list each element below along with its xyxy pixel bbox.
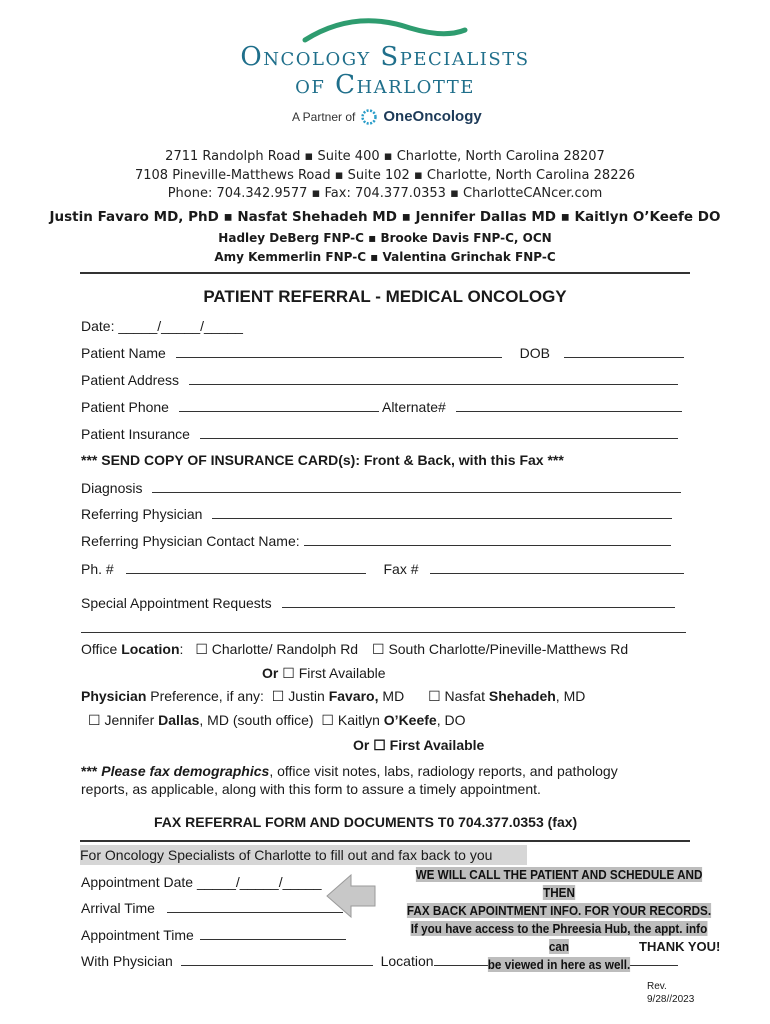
fax-note-bold: Please fax demographics (101, 763, 270, 779)
appointment-time-field[interactable] (200, 927, 346, 940)
special-requests-field-2[interactable] (81, 620, 686, 633)
office-location-label: Office (81, 641, 122, 657)
patient-name-field[interactable] (176, 345, 502, 358)
physician-preference-row-2 (88, 712, 466, 729)
referring-contact-label: Referring Physician Contact Name: (81, 533, 300, 549)
doc-dallas-last: Dallas (158, 712, 200, 728)
logo-name-line2: of Charlotte (295, 70, 475, 100)
partner-name: OneOncology (383, 108, 482, 125)
dob-field[interactable] (564, 345, 684, 358)
referring-physician-row (81, 506, 672, 522)
doc-okeefe-suffix: , DO (436, 712, 466, 728)
revision-info (647, 980, 694, 1006)
partner-badge (292, 108, 482, 125)
referring-physician-field[interactable] (212, 506, 672, 519)
fax-note-rest: , office visit notes, labs, radiology reports, and pathology (269, 763, 618, 779)
patient-address-row (81, 372, 678, 388)
patient-phone-field[interactable] (179, 399, 379, 412)
office-use-banner: For Oncology Specialists of Charlotte to fill out and fax back to you (80, 845, 527, 865)
header-divider (80, 272, 690, 274)
patient-address-label: Patient Address (81, 372, 180, 388)
patient-phone-label: Patient Phone (81, 399, 169, 415)
doc-favaro-last: Favaro, (328, 688, 379, 704)
nurse-practitioners-line-2: Amy Kemmerlin FNP-C ▪ Valentina Grinchak FNP-C (214, 250, 556, 264)
alternate-phone-field[interactable] (456, 399, 682, 412)
physician-first-available[interactable]: Or ☐ First Available (353, 737, 485, 753)
form-title: PATIENT REFERRAL - MEDICAL ONCOLOGY (203, 287, 567, 306)
arrival-time-row (81, 900, 343, 916)
with-physician-label: With Physician (81, 953, 173, 969)
appointment-time-label: Appointment Time (81, 927, 194, 943)
special-requests-line-2 (81, 620, 686, 636)
doc-dallas-suffix: , MD (south office) (199, 712, 314, 728)
dob-label: DOB (519, 345, 550, 361)
special-requests-row (81, 595, 675, 611)
office-divider (80, 840, 690, 842)
fax-note-prefix: *** (81, 763, 102, 779)
diagnosis-row (81, 480, 681, 496)
office-location-row (81, 641, 628, 658)
left-arrow-icon (325, 872, 377, 920)
physicians-line: Justin Favaro MD, PhD ▪ Nasfat Shehadeh MD ▪ Jennifer Dallas MD ▪ Kaitlyn O’Keefe DO (49, 209, 721, 225)
or-label: Or (262, 665, 279, 681)
scheduling-notice (402, 866, 717, 974)
physician-preference-row (81, 688, 585, 705)
location-first-available-row (262, 665, 386, 682)
ph-label: Ph. # (81, 561, 114, 577)
nurse-practitioners-line-1: Hadley DeBerg FNP-C ▪ Brooke Davis FNP-C, OCN (218, 231, 552, 245)
patient-name-row (81, 345, 684, 361)
arrival-time-label: Arrival Time (81, 900, 155, 916)
doc-shehadeh-last: Shehadeh (488, 688, 556, 704)
patient-name-label: Patient Name (81, 345, 166, 361)
notice-line-2: FAX BACK APOINTMENT INFO. FOR YOUR RECORDS. (406, 903, 712, 918)
date-field[interactable]: Date: _____/_____/_____ (81, 318, 243, 334)
address-line-2: 7108 Pineville-Matthews Road ▪ Suite 102 ▪ Charlotte, North Carolina 28226 (134, 168, 636, 183)
phone-fax-row (81, 561, 684, 577)
referring-contact-field[interactable] (304, 533, 671, 546)
fax-demographics-note-line2: reports, as applicable, along with this form to assure a timely appointment. (81, 781, 541, 797)
oneoncology-logo-icon (361, 109, 377, 125)
fax-field[interactable] (430, 561, 684, 574)
doc-dallas-first: Jennifer (104, 712, 159, 728)
special-requests-field[interactable] (282, 595, 675, 608)
appointment-date-field[interactable]: Appointment Date _____/_____/_____ (81, 874, 322, 890)
location-first-available-label: First Available (298, 665, 386, 681)
doc-shehadeh-first: Nasfat (444, 688, 489, 704)
office-location-label-bold: Location (121, 641, 180, 657)
patient-insurance-field[interactable] (200, 426, 678, 439)
location-label: Location (380, 953, 434, 969)
doc-okeefe-last: O’Keefe (383, 712, 437, 728)
special-requests-label: Special Appointment Requests (81, 595, 272, 611)
checkbox-favaro[interactable]: ☐ (271, 688, 285, 704)
notice-line-3: If you have access to the Phreesia Hub, the appt. info can (410, 921, 708, 954)
physician-preference-label: Preference, if any: (146, 688, 264, 704)
arrival-time-field[interactable] (167, 900, 343, 913)
checkbox-charlotte-randolph[interactable]: ☐ (195, 641, 208, 657)
alternate-label: Alternate# (381, 399, 446, 415)
fax-referral-instruction: FAX REFERRAL FORM AND DOCUMENTS T0 704.377.0353 (fax) (154, 814, 578, 830)
notice-line-4: be viewed in here as well. (487, 957, 631, 972)
referring-physician-label: Referring Physician (81, 506, 203, 522)
revision-date: 9/28//2023 (647, 994, 695, 1005)
checkbox-shehadeh[interactable]: ☐ (428, 688, 441, 704)
logo-swoosh-icon (300, 14, 470, 44)
office-location-colon: : (179, 641, 184, 657)
diagnosis-label: Diagnosis (81, 480, 143, 496)
patient-insurance-label: Patient Insurance (81, 426, 190, 442)
referring-contact-row (81, 533, 671, 549)
loc-option-south-charlotte: South Charlotte/Pineville-Matthews Rd (388, 641, 629, 657)
checkbox-okeefe[interactable]: ☐ (321, 712, 334, 728)
partner-prefix: A Partner of (292, 109, 356, 124)
doc-favaro-first: Justin (288, 688, 329, 704)
checkbox-dallas[interactable]: ☐ (88, 712, 101, 728)
checkbox-south-charlotte[interactable]: ☐ (371, 641, 385, 657)
doc-favaro-suffix: MD (378, 688, 405, 704)
appointment-time-row (81, 927, 346, 943)
physician-label-bold: Physician (81, 688, 147, 704)
patient-address-field[interactable] (189, 372, 678, 385)
diagnosis-field[interactable] (152, 480, 681, 493)
contact-line: Phone: 704.342.9577 ▪ Fax: 704.377.0353 ▪ CharlotteCANcer.com (167, 186, 603, 201)
insurance-card-note: *** SEND COPY OF INSURANCE CARD(s): Front & Back, with this Fax *** (81, 452, 564, 468)
patient-phone-row (81, 399, 682, 415)
fax-label: Fax # (383, 561, 419, 577)
address-line-1: 2711 Randolph Road ▪ Suite 400 ▪ Charlotte, North Carolina 28207 (165, 149, 605, 164)
thank-you-text: THANK YOU! (639, 939, 721, 954)
with-physician-field[interactable] (181, 953, 373, 966)
checkbox-location-first-available[interactable]: ☐ (282, 665, 295, 681)
patient-insurance-row (81, 426, 678, 442)
fax-demographics-note (81, 763, 618, 779)
ph-field[interactable] (126, 561, 366, 574)
revision-label: Rev. (647, 981, 667, 992)
notice-line-1: WE WILL CALL THE PATIENT AND SCHEDULE AND THEN (415, 867, 703, 900)
loc-option-charlotte-randolph: Charlotte/ Randolph Rd (211, 641, 359, 657)
doc-shehadeh-suffix: , MD (555, 688, 586, 704)
doc-okeefe-first: Kaitlyn (337, 712, 384, 728)
logo-name-line1: Oncology Specialists (240, 42, 530, 72)
